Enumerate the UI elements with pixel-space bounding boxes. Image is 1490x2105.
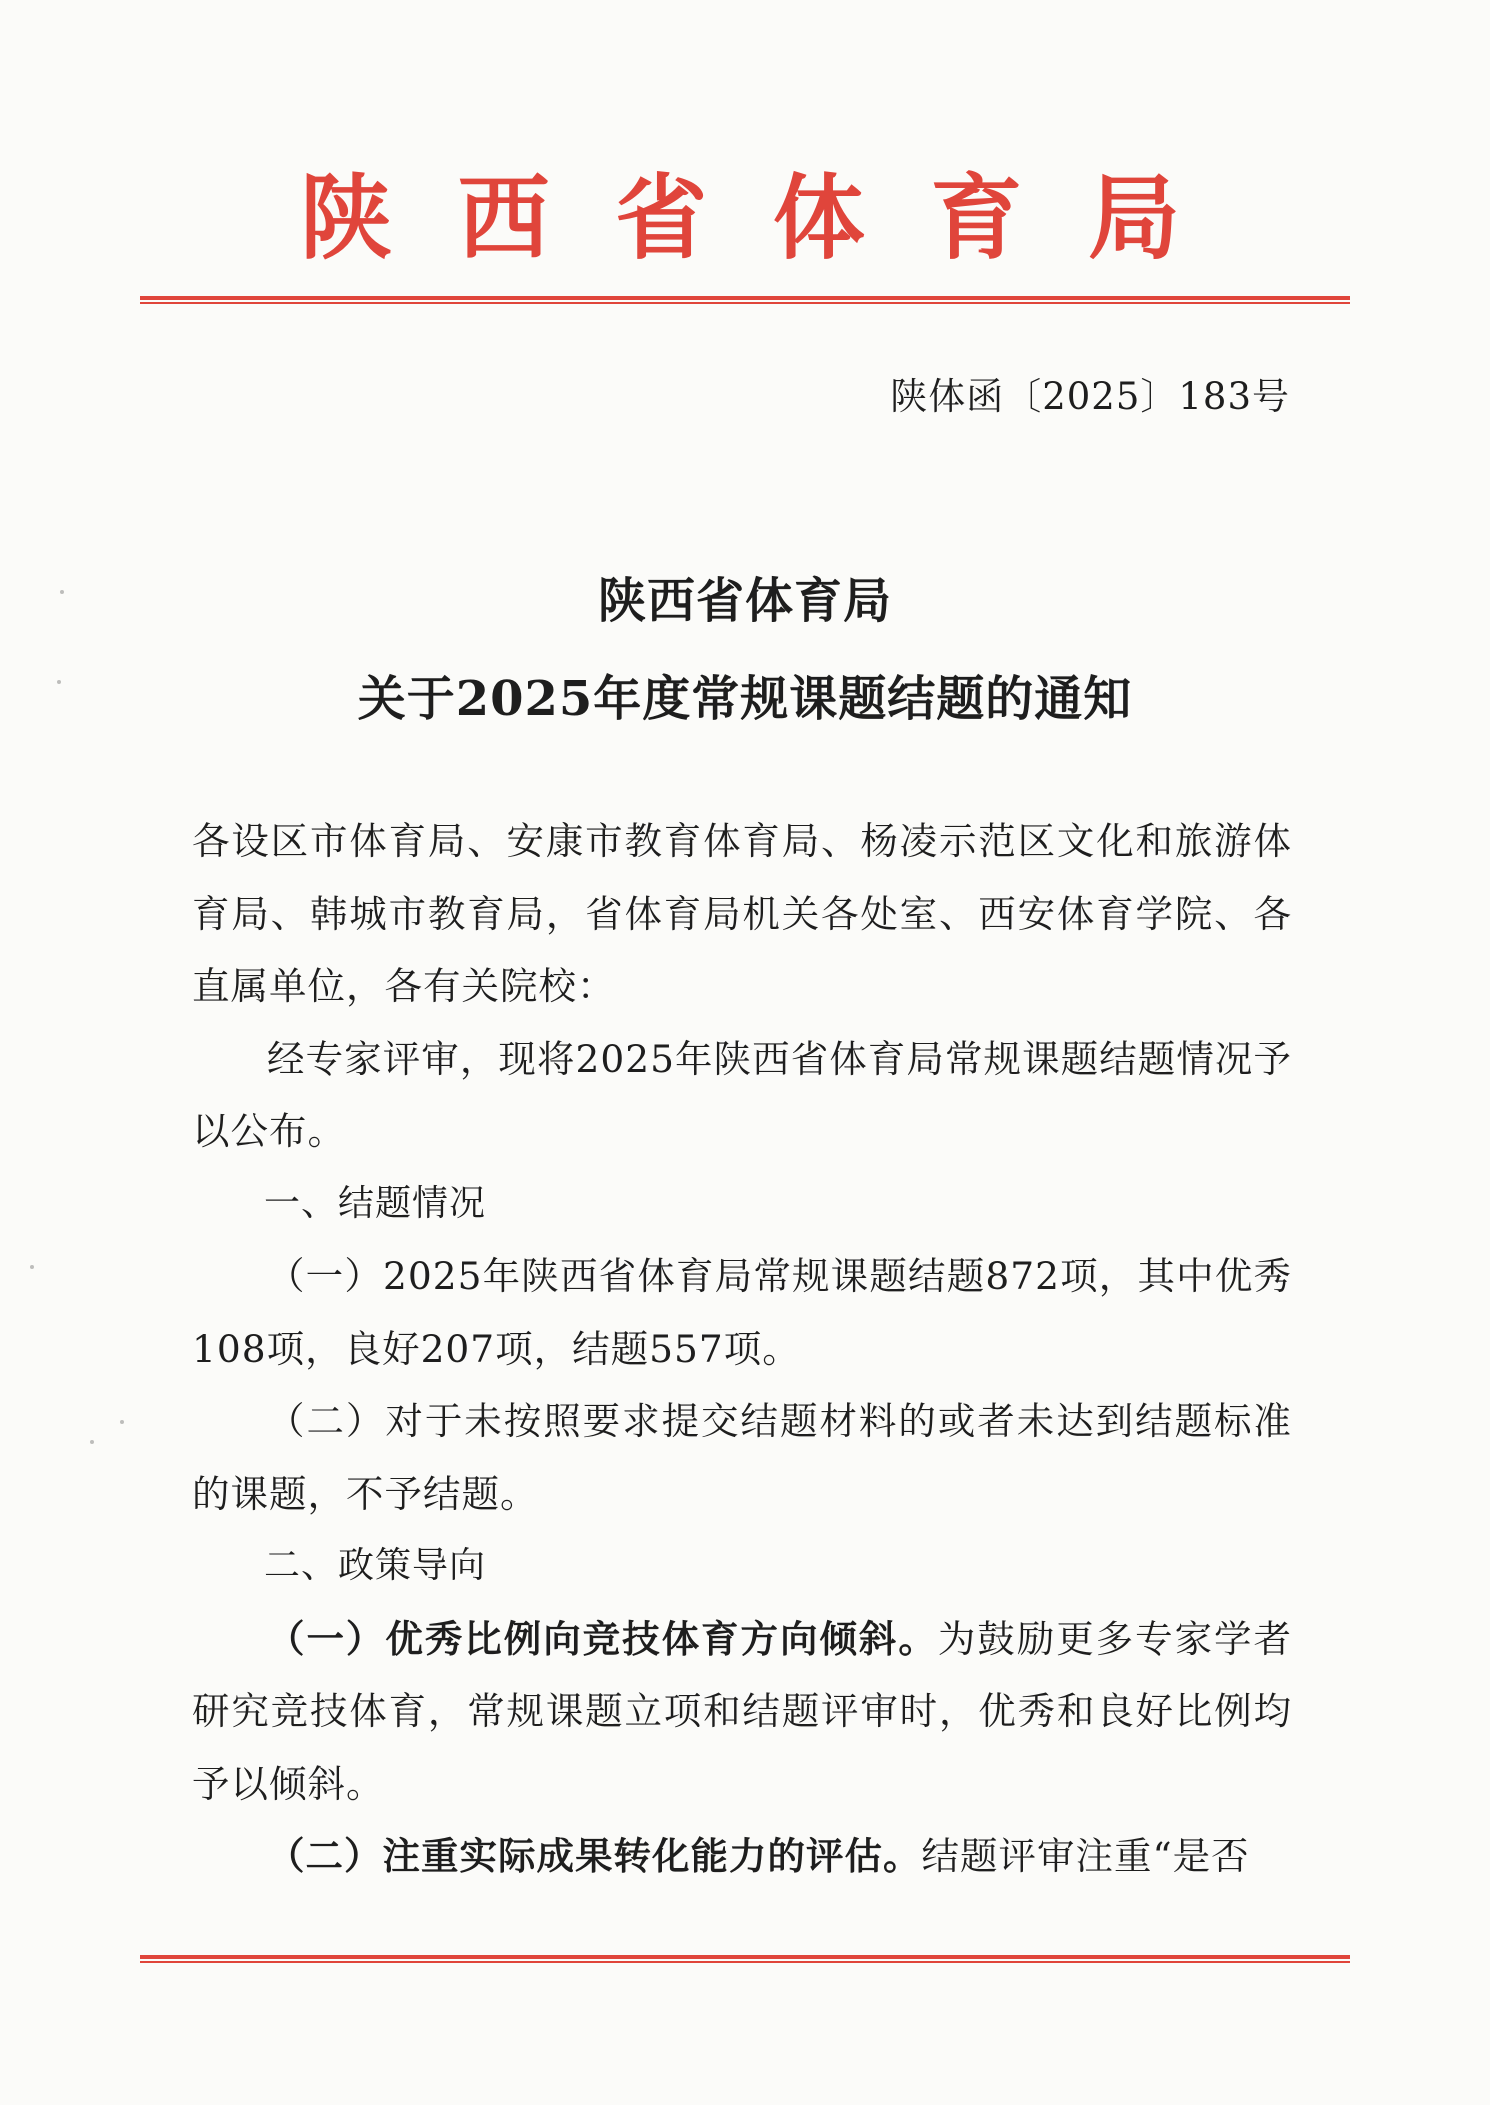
masthead — [140, 158, 1350, 278]
section1-item-2: （二）对于未按照要求提交结题材料的或者未达到结题标准的课题，不予结题。 — [192, 1399, 1292, 1516]
title-line-1: 陕西省体育局 — [597, 573, 892, 629]
document-body — [192, 805, 1292, 1893]
addressee: 各设区市体育局、安康市教育体育局、杨凌示范区文化和旅游体育局、韩城市教育局，省体育局机关各处室、西安体育学院、各直属单位，各有关院校： — [192, 819, 1292, 1008]
section2-item-1 — [192, 1603, 1292, 1821]
intro-paragraph: 经专家评审，现将2025年陕西省体育局常规课题结题情况予以公布。 — [192, 1036, 1292, 1153]
masthead-char: 省 — [615, 164, 708, 272]
section2-item-2-text: 结题评审注重“是否 — [921, 1834, 1250, 1878]
scan-speck — [120, 1420, 124, 1424]
section2-item-1-text: 为鼓励更多专家学者研究竞技体育，常规课题立项和结题评审时，优秀和良好比例均予以倾斜。 — [192, 1616, 1293, 1806]
masthead-char: 陕 — [300, 164, 393, 272]
masthead-char: 育 — [930, 164, 1023, 272]
masthead-char: 西 — [457, 164, 550, 272]
section-heading-2: 二、政策导向 — [264, 1545, 487, 1586]
section1-item-1: （一）2025年陕西省体育局常规课题结题872项，其中优秀108项，良好207项，结题557项。 — [192, 1254, 1292, 1371]
masthead-char: 体 — [772, 164, 865, 272]
section2-item-2 — [192, 1820, 1292, 1893]
section2-item-2-lead: （二）注重实际成果转化能力的评估。 — [267, 1834, 922, 1878]
scan-speck — [30, 1265, 34, 1269]
masthead-char: 局 — [1087, 164, 1180, 272]
section2-item-1-lead: （一）优秀比例向竞技体育方向倾斜。 — [267, 1616, 938, 1661]
title-line-2: 关于2025年度常规课题结题的通知 — [357, 671, 1133, 727]
section-heading-1: 一、结题情况 — [264, 1182, 487, 1224]
scan-speck — [90, 1440, 94, 1444]
masthead-divider — [140, 296, 1350, 305]
footer-divider — [140, 1955, 1350, 1964]
document-number: 陕体函〔2025〕183号 — [890, 375, 1290, 418]
